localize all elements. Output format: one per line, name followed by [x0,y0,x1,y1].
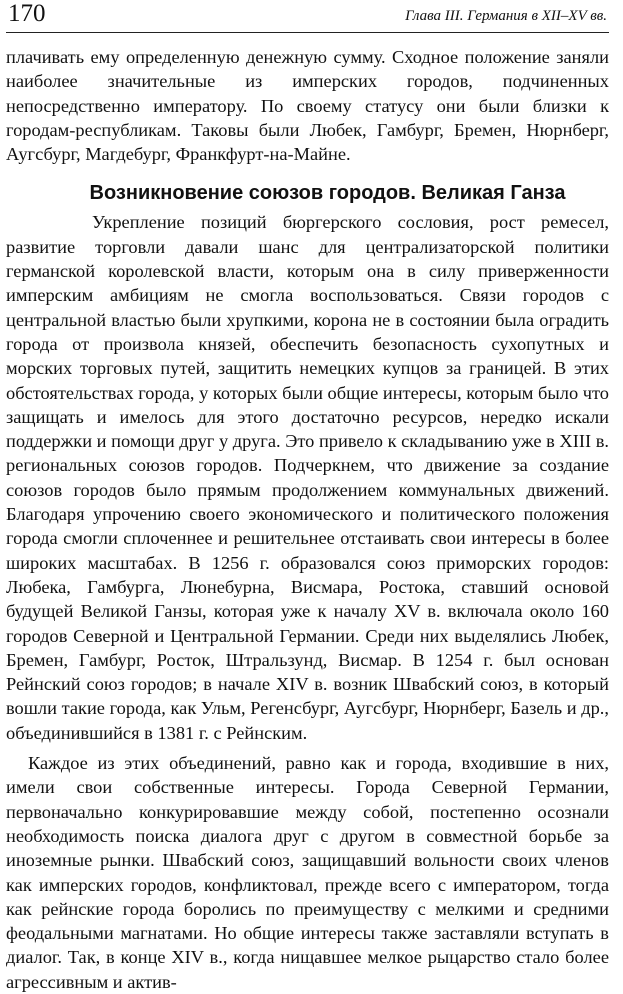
paragraph: Каждое из этих объединений, равно как и города, входившие в них, имели свои собственные интересы. Города Северной Германии, первоначально конкурировавшие между собой, постепенно осознали необходимость поиска диалога друг с другом в совместной борьбе за иноземные рынки. Швабский союз, защищавший вольности своих членов как имперских городов, конфликтовал, прежде всего с императором, тогда как рейнские города боролись по преимуществу с мелкими и средними феодальными магнатами. Но общие интересы также заставляли вступать в диалог. Так, в конце XIV в., когда нищавшее мелкое рыцарство стало более агрессивным и актив- [6,753,609,992]
running-head [6,0,609,33]
body-text [6,45,609,994]
paragraph: Укрепление позиций бюргерского сословия, рост ремесел, развитие торговли давали шанс для централизаторской политики германской королевской власти, которым она в силу приверженности имперским амбициям не смогла воспользоваться. Связи городов с центральной властью были хрупкими, корона не в состоянии была оградить города от произвола князей, обеспечить безопасность сухопутных и морских торговых путей, защитить немецких купцов за границей. В этих обстоятельствах города, у которых были общие интересы, которым было что защищать и имелось для этого достаточно ресурсов, нередко искали поддержки и помощи друг у друга. Это привело к складыванию уже в XIII в. региональных союзов городов. Подчеркнем, что движение за создание союзов городов было прямым продолжением коммунальных движений. Благодаря упрочению своего экономического и политического положения города смогли сплоченнее и решительнее отстаивать свои интересы в более широких масштабах. В 1256 г. образовался союз приморских городов: Любека, Гамбурга, Люнебурна, Висмара, Ростока, ставший основой будущей Великой Ганзы, которая уже к началу XV в. включала около 160 городов Северной и Центральной Германии. Среди них выделялись Любек, Бремен, Гамбург, Росток, Штральзунд, Висмар. В 1254 г. был основан Рейнский союз городов; в начале XIV в. возник Швабский союз, в который вошли такие города, как Ульм, Регенсбург, Аугсбург, Нюрнберг, Базель и др., объединившийся в 1381 г. с Рейнским. [6,212,609,743]
section-heading: Возникновение союзов городов. Великая Ганза [89,182,566,205]
chapter-title: Глава III. Германия в XII–XV вв. [405,8,607,24]
paragraph-continued: плачивать ему определенную денежную сумму. Сходное положение заняли наиболее значительные из имперских городов, подчиненных непосредственно императору. По своему статусу они были близки к городам-республикам. Таковы были Любек, Гамбург, Бремен, Нюрнберг, Аугсбург, Магдебург, Франкфурт-на-Майне. [6,47,609,165]
page-number: 170 [8,0,46,27]
